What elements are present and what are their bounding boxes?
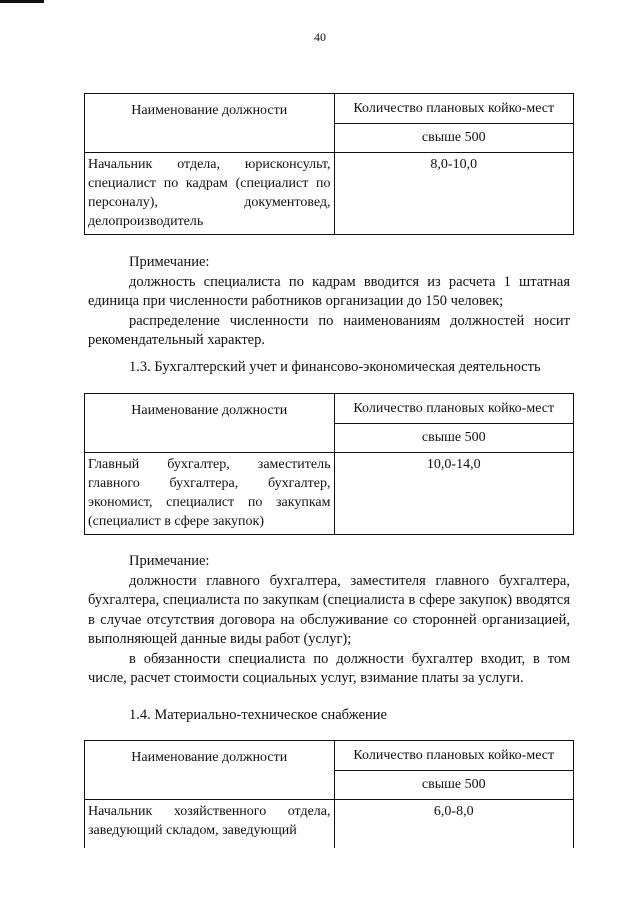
note-title: Примечание: bbox=[129, 254, 210, 270]
header-bed-count: Количество плановых койко-мест bbox=[334, 94, 574, 124]
header-position-name: Наименование должности bbox=[85, 741, 335, 800]
table-header-row bbox=[85, 741, 574, 771]
table-row bbox=[85, 800, 574, 849]
note-paragraph: распределение численности по наименованиям должностей носит рекомендательный характер. bbox=[88, 312, 570, 348]
position-names-cell: Начальник хозяйственного отдела, заведующий складом, заведующий bbox=[85, 800, 335, 849]
staff-count-cell: 8,0-10,0 bbox=[334, 153, 574, 235]
note-paragraph: должность специалиста по кадрам вводится из расчета 1 штатная единица при численности работников организации до 150 человек; bbox=[88, 273, 570, 309]
staff-count-cell: 10,0-14,0 bbox=[334, 453, 574, 535]
header-over-500: свыше 500 bbox=[334, 124, 574, 153]
scan-corner-mark bbox=[0, 0, 44, 3]
position-names-cell: Начальник отдела, юрисконсульт, специалист по кадрам (специалист по персоналу), документовед, делопроизводитель bbox=[85, 153, 335, 235]
header-over-500: свыше 500 bbox=[334, 771, 574, 800]
section-heading-1-3: 1.3. Бухгалтерский учет и финансово-экономическая деятельность bbox=[129, 359, 541, 375]
table-header-row bbox=[85, 394, 574, 424]
staff-table-3 bbox=[84, 740, 574, 848]
staff-table-1 bbox=[84, 93, 574, 235]
position-names-cell: Главный бухгалтер, заместитель главного бухгалтера, бухгалтер, экономист, специалист по закупкам (специалист в сфере закупок) bbox=[85, 453, 335, 535]
note-title: Примечание: bbox=[129, 553, 210, 569]
section-heading-1-4: 1.4. Материально-техническое снабжение bbox=[129, 707, 387, 723]
page-number: 40 bbox=[314, 30, 326, 44]
staff-table-2 bbox=[84, 393, 574, 535]
header-over-500: свыше 500 bbox=[334, 424, 574, 453]
header-bed-count: Количество плановых койко-мест bbox=[334, 394, 574, 424]
note-1 bbox=[88, 253, 570, 351]
header-bed-count: Количество плановых койко-мест bbox=[334, 741, 574, 771]
table-row bbox=[85, 153, 574, 235]
table-row bbox=[85, 453, 574, 535]
note-paragraph: должности главного бухгалтера, заместителя главного бухгалтера, бухгалтера, специалиста по закупкам (специалиста в сфере закупок) вводятся в случае отсутствия договора на обслуживание со сторонней организацией, выполняющей данные виды работ (услуг); bbox=[88, 572, 570, 647]
note-2 bbox=[88, 552, 570, 689]
header-position-name: Наименование должности bbox=[85, 394, 335, 453]
note-paragraph: в обязанности специалиста по должности бухгалтер входит, в том числе, расчет стоимости социальных услуг, взимание платы за услуги. bbox=[88, 650, 570, 686]
header-position-name: Наименование должности bbox=[85, 94, 335, 153]
table-header-row bbox=[85, 94, 574, 124]
staff-count-cell: 6,0-8,0 bbox=[334, 800, 574, 849]
